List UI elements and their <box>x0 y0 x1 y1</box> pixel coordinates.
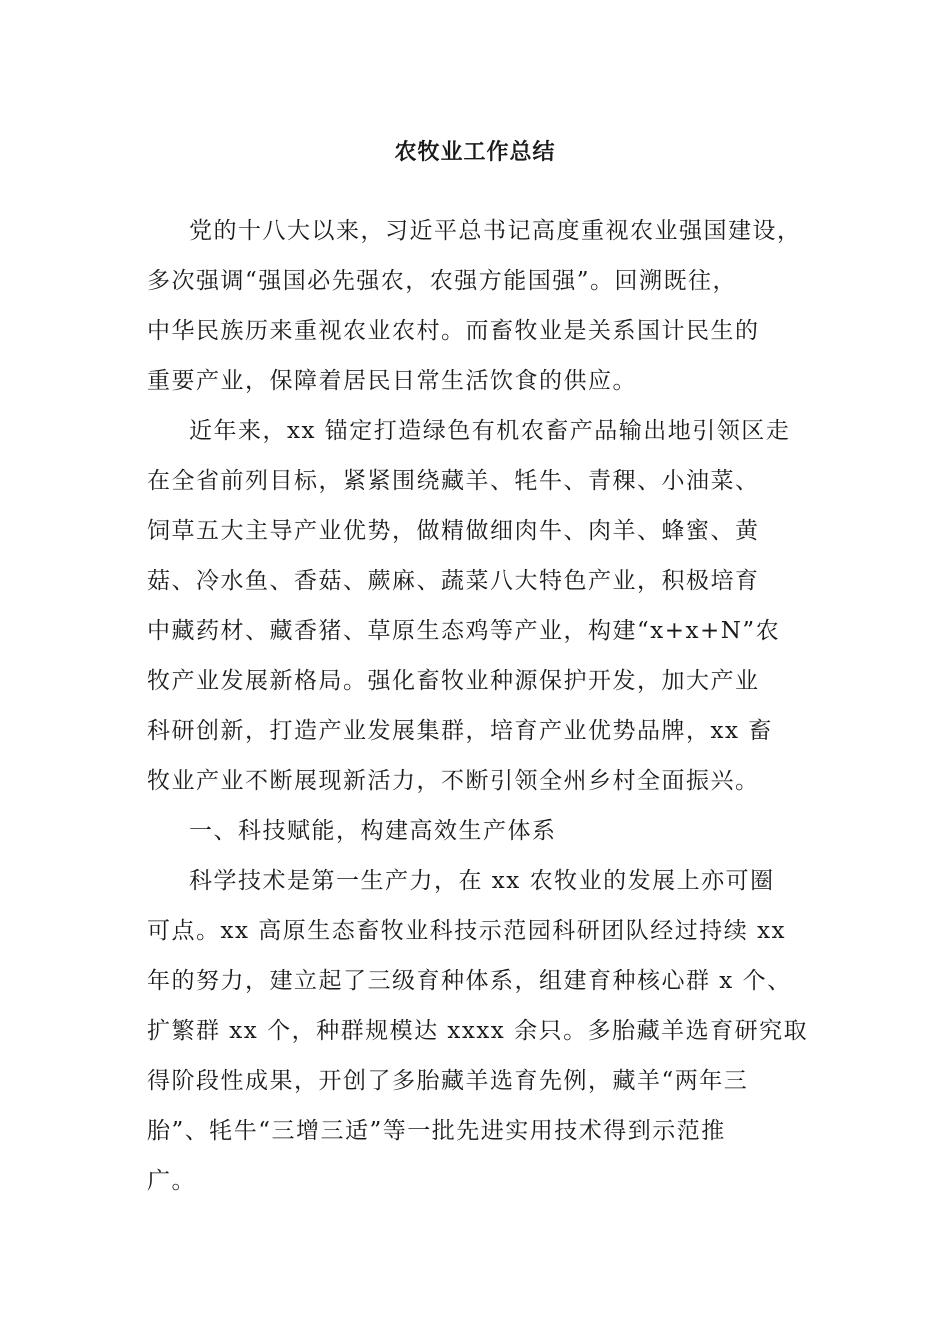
document-body <box>147 206 817 1206</box>
text-line: 在全省前列目标，紧紧围绕藏羊、牦牛、青稞、小油菜、 <box>147 468 760 494</box>
text-line: 菇、冷水鱼、香菇、蕨麻、蔬菜八大特色产业，积极培育 <box>147 568 760 594</box>
section-heading: 一、科技赋能，构建高效生产体系 <box>189 818 557 844</box>
text-line: 扩繁群 xx 个，种群规模达 xxxx 余只。多胎藏羊选育研究取 <box>147 1018 809 1044</box>
text-line: 牧产业发展新格局。强化畜牧业种源保护开发，加大产业 <box>147 668 760 694</box>
text-line: 牧业产业不断展现新活力，不断引领全州乡村全面振兴。 <box>147 768 760 794</box>
text-line: 中藏药材、藏香猪、草原生态鸡等产业，构建“x+x+N”农 <box>147 618 781 644</box>
text-line: 党的十八大以来，习近平总书记高度重视农业强国建设， <box>189 218 802 244</box>
document-title: 农牧业工作总结 <box>394 139 556 165</box>
text-line: 重要产业，保障着居民日常生活饮食的供应。 <box>147 368 637 394</box>
text-line: 科研创新，打造产业发展集群，培育产业优势品牌，xx 畜 <box>147 718 773 744</box>
text-line: 得阶段性成果，开创了多胎藏羊选育先例，藏羊“两年三 <box>147 1068 749 1094</box>
text-line: 胎”、牦牛“三增三适”等一批先进实用技术得到示范推 <box>147 1118 726 1144</box>
text-line: 广。 <box>147 1168 196 1194</box>
text-line: 年的努力，建立起了三级育种体系，组建育种核心群 x 个、 <box>147 968 792 994</box>
text-line: 可点。xx 高原生态畜牧业科技示范园科研团队经过持续 xx <box>147 918 787 944</box>
text-line: 科学技术是第一生产力，在 xx 农牧业的发展上亦可圈 <box>189 868 775 894</box>
text-line: 近年来，xx 锚定打造绿色有机农畜产品输出地引领区走 <box>189 418 791 444</box>
text-line: 中华民族历来重视农业农村。而畜牧业是关系国计民生的 <box>147 318 760 344</box>
text-line: 饲草五大主导产业优势，做精做细肉牛、肉羊、蜂蜜、黄 <box>147 518 760 544</box>
text-line: 多次强调“强国必先强农，农强方能国强”。回溯既往， <box>147 268 738 294</box>
